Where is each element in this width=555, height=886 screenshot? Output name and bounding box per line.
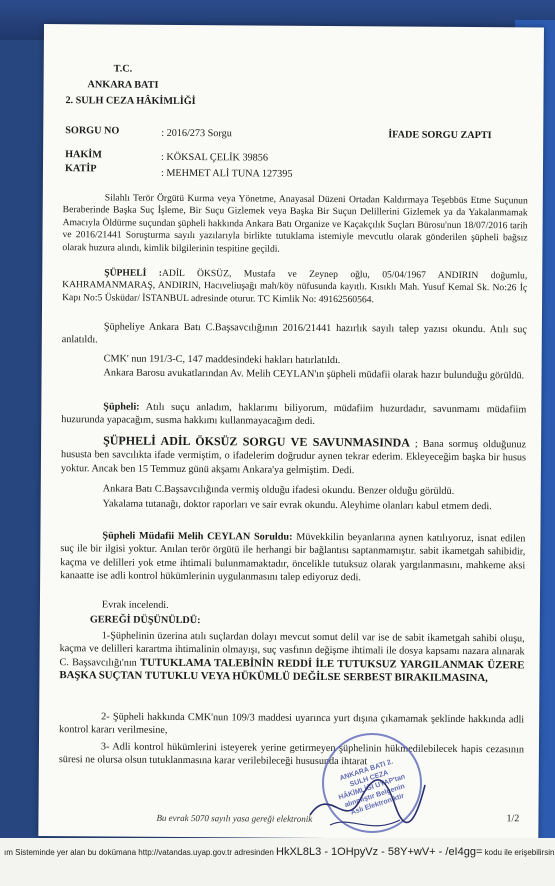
hakim-label: HAKİM [65, 149, 102, 161]
suspect-identity: ADİL ÖKSÜZ, Mustafa ve Zeynep oğlu, 05/04/1967 ANDIRIN doğumlu, KAHRAMANMARAŞ, ANDIRIN, Hacıveliuşağı mah/köy nüfusunda kayıtlı. Kısıklı Mah. Yusuf Kemal Sk. No:26 İç Kapı No:5 Üsküdar/ İSTANBUL adresinde oturur. TC Kimlik No: 49162560564. [62, 267, 528, 306]
header-tc: T.C. [113, 63, 133, 75]
paragraph-defense [61, 434, 526, 478]
stamp-text: ANKARA BATI 2. SULH CEZA HÂKİMLİĞİ UYAP'tan alınmıştır Belgenin Aslı Elektroniktir [337, 758, 407, 817]
paragraph-decision-2: 2- Şüpheli hakkında CMK'nun 109/3 maddesi uyarınca yurt dışına çıkamamak şeklinde hakkında adli kontrol kararı verilmesine, [59, 711, 525, 737]
defense-text: ; Bana sormuş olduğunuz hususta ben savcılıkta ifade vermiştim, o ifadelerim doğrudur aynen tekrar ederim. Ekleyeceğim başka bir husus yoktur. Ancak ben 15 Temmuz günü akşamı Ankara'ya gelmiştim. Dedi. [60, 438, 527, 476]
signature [300, 745, 430, 840]
katip-label: KATİP [64, 163, 97, 175]
paragraph-lawyer: Ankara Barosu avukatlarından Av. Melih CEYLAN'ın şüpheli müdafii olarak hazır bulunduğu görüldü. [103, 367, 525, 382]
paragraph-evidence: Evrak incelendi. [101, 599, 169, 611]
header-court: ANKARA BATI [87, 79, 159, 91]
counsel-label: Şüpheli Müdafii Melih CEYLAN Soruldu: [102, 530, 293, 543]
decision-1-bold: TUTUKLAMA TALEBİNİN REDDİ İLE TUTUKSUZ YARGILANMAK ÜZERE BAŞKA SUÇTAN TUTUKLU VEYA HÜKÜMLÜ DEĞİLSE SERBEST BIRAKILMASINA, [59, 656, 525, 685]
suspect-statement-label: Şüpheli: [103, 401, 140, 413]
paragraph-request: Şüpheliye Ankara Batı C.Başsavcılığının 2016/21441 hazırlık sayılı talep yazısı okundu. Atılı suç anlatıldı. [61, 321, 527, 346]
footer-text: ım Sisteminde yer alan bu dokümana http://vatandas.uyap.gov.tr adresinden [4, 848, 274, 857]
decision-1-text: 1-Şüphelinin üzerina atılı suçlardan dolayı mevcut somut delil var ise de sabit ikametgah sahibi oluşu, kaçma ve delilleri karartma ihtimalinin olmayışı, suç vasfının değişme ihtimali ile dosya kapsamı nazara alınarak C. Başsavcılığı'nın [59, 630, 525, 669]
defense-heading: ŞÜPHELİ ADİL ÖKSÜZ SORGU VE SAVUNMASINDA [103, 433, 410, 450]
footer-code: HkXL8L3 - 1OHpyVz - 58Y+wV+ - /eI4gg= [276, 846, 483, 858]
counsel-text: Müvekkilin beyanlarına aynen katılıyoruz, isnat edilen suç ile bir ilgisi yoktur. Anılan terör örgütü ile herhangi bir bağlantısı saptanmamıştır. sabit ikametgah sahibidir, kaçma ve delilleri yok etme ihtimali bulunmamaktadır, öncelikle tutuksuz olarak yargılanmasını, mahkeme aksi kanaatte ise adli kontrol hükümlerinin uygulanmasını talep ediyoruz dedi. [60, 531, 526, 584]
paragraph-suspect-statement [61, 400, 526, 430]
document-page [38, 24, 544, 839]
paragraph-prosecutor-statement: Ankara Batı C.Başsavcılığında vermiş olduğu ifadesi okundu. Benzer olduğu görüldü. [102, 483, 455, 497]
footer-verification [4, 846, 554, 858]
paragraph-counsel [60, 529, 525, 586]
doc-type: İFADE SORGU ZAPTI [388, 129, 492, 142]
suspect-label: ŞÜPHELİ : [104, 267, 163, 279]
sorgu-label: SORGU NO [65, 125, 120, 137]
paragraph-decision-1 [59, 629, 524, 686]
decision-heading: GEREĞİ DÜŞÜNÜLDÜ: [89, 614, 201, 627]
hakim-value: : KÖKSAL ÇELİK 39856 [161, 151, 268, 164]
page-number: 1/2 [506, 813, 520, 825]
footer-tail: kodu ile erişebilirsin [484, 848, 555, 857]
paragraph-rights: CMK' nun 191/3-C, 147 maddesindeki hakları hatırlatıldı. [103, 353, 341, 367]
paragraph-identity [62, 267, 527, 307]
katip-value: : MEHMET ALİ TUNA 127395 [160, 167, 293, 180]
law-note: Bu evrak 5070 sayılı yasa gereği elektronik [156, 812, 313, 824]
sorgu-value: : 2016/273 Sorgu [161, 127, 232, 140]
paragraph-decision-3: 3- Adli kontrol hükümlerini isteyerek yerine getirmeyen şüphelinin hükmedilebilecek hapis cezasının süresi ne olursa olsun tutuklanmasına karar verilebileceği hususunda ihtarat [58, 741, 524, 768]
suspect-statement: Atılı suçu anladım, haklarımı biliyorum, müdafiim huzurdadır, savunmamı müdafiim huzurunda yapacağım, susma hakkımı kullanmayacağım dedi. [61, 401, 527, 428]
header-judge-office: 2. SULH CEZA HÂKİMLİĞİ [65, 95, 196, 108]
paragraph-intro: Silahlı Terör Örgütü Kurma veya Yönetme, Anayasal Düzeni Ortadan Kaldırmaya Teşebbüs Etme Suçunun Beraberinde Başka Suç İşleme, Bir Suçu Gizlemek veya Başka Bir Suçun Delillerini Gizlemek ya da Yakalanmamak Amacıyla Öldürme suçundan şüpheli hakkında Ankara Batı Organize ve Kaçakçılık Suçları Bürosu'nun 18/07/2016 tarih ve 2016/21441 Soruşturma sayılı yazılarıyla birlikte tutuklama istemiyle mevcutlu olarak gönderilen şüpheli bağsız olarak huzura alındı, kimlik bilgilerinin tespitine geçildi. [62, 192, 528, 255]
paragraph-reports: Yakalama tutanağı, doktor raporları ve sair evrak okundu. Aleyhime olanları kabul etmem dedi. [102, 498, 492, 513]
